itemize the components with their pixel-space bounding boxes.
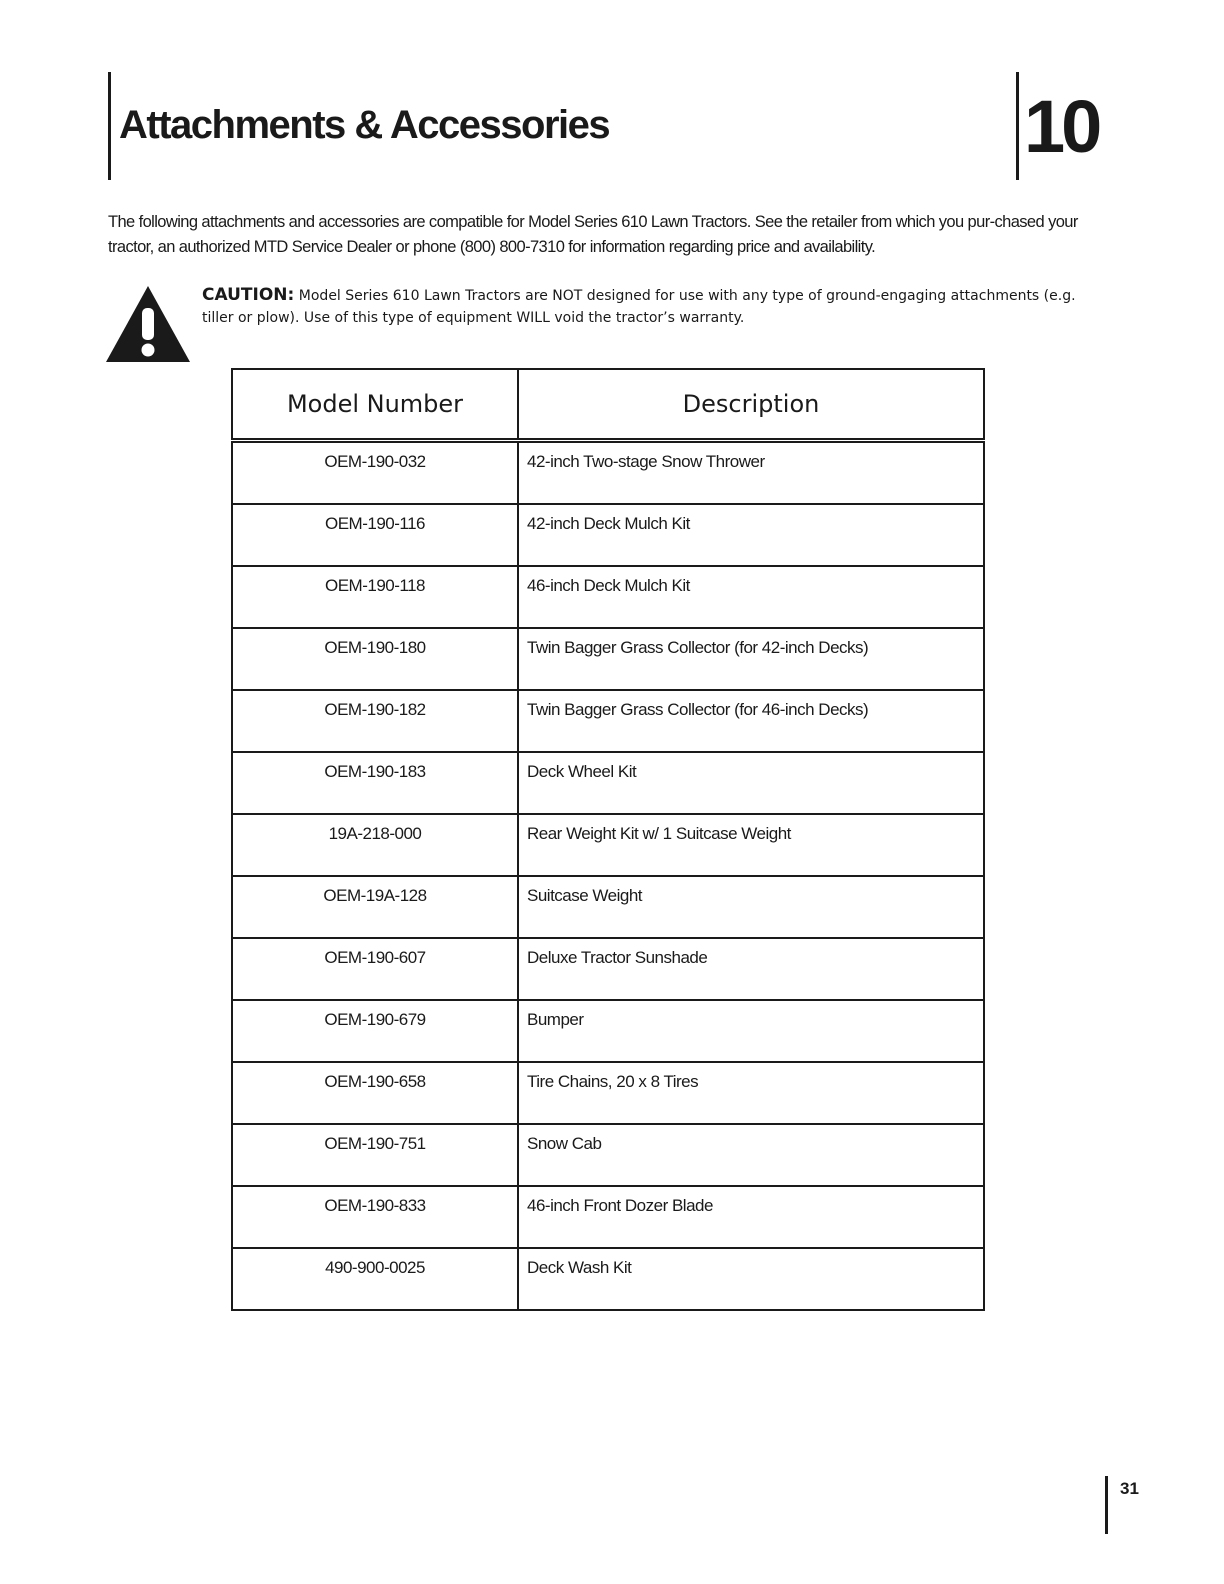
chapter-divider [1016,72,1019,180]
model-number-cell: OEM-190-116 [232,504,518,566]
table-row [232,1248,984,1310]
table-row [232,938,984,1000]
description-cell: 46-inch Deck Mulch Kit [518,566,984,628]
table-row [232,441,984,505]
model-number-cell: OEM-190-183 [232,752,518,814]
description-cell: Deluxe Tractor Sunshade [518,938,984,1000]
accessories-table [231,368,985,1311]
description-cell: Tire Chains, 20 x 8 Tires [518,1062,984,1124]
description-cell: Rear Weight Kit w/ 1 Suitcase Weight [518,814,984,876]
description-cell: Twin Bagger Grass Collector (for 42-inch Decks) [518,628,984,690]
model-number-cell: OEM-190-607 [232,938,518,1000]
description-cell: Suitcase Weight [518,876,984,938]
page-title: Attachments & Accessories [119,103,610,147]
table-row [232,1062,984,1124]
table-row [232,752,984,814]
model-number-cell: OEM-190-833 [232,1186,518,1248]
table-row [232,1186,984,1248]
page-number-divider [1105,1476,1108,1534]
description-cell: Twin Bagger Grass Collector (for 46-inch Decks) [518,690,984,752]
description-cell: Snow Cab [518,1124,984,1186]
table-row [232,814,984,876]
caution-label: CAUTION: [202,285,295,305]
description-cell: 46-inch Front Dozer Blade [518,1186,984,1248]
table-header-row [232,369,984,441]
title-divider [108,72,111,180]
model-number-cell: OEM-19A-128 [232,876,518,938]
intro-paragraph: The following attachments and accessories are compatible for Model Series 610 Lawn Tractors. See the retailer from which you pur-chased your tractor, an authorized MTD Service Dealer or phone (800) 800-7310 for information regarding price and availability. [108,213,1078,256]
table-row [232,1124,984,1186]
header-description: Description [518,369,984,441]
model-number-cell: OEM-190-751 [232,1124,518,1186]
table-row [232,566,984,628]
description-cell: Deck Wheel Kit [518,752,984,814]
chapter-number: 10 [1024,85,1099,168]
table-row [232,690,984,752]
caution-notice [202,284,1102,329]
model-number-cell: OEM-190-032 [232,441,518,505]
model-number-cell: OEM-190-182 [232,690,518,752]
table-row [232,504,984,566]
warning-triangle-icon [104,284,192,364]
model-number-cell: OEM-190-180 [232,628,518,690]
model-number-cell: 490-900-0025 [232,1248,518,1310]
table-row [232,876,984,938]
model-number-cell: OEM-190-679 [232,1000,518,1062]
description-cell: Deck Wash Kit [518,1248,984,1310]
page-number: 31 [1120,1479,1139,1498]
description-cell: Bumper [518,1000,984,1062]
table-row [232,1000,984,1062]
description-cell: 42-inch Two-stage Snow Thrower [518,441,984,505]
model-number-cell: 19A-218-000 [232,814,518,876]
model-number-cell: OEM-190-118 [232,566,518,628]
table-row [232,628,984,690]
caution-text: Model Series 610 Lawn Tractors are NOT designed for use with any type of ground-engaging attachments (e.g. tiller or plow). Use of this type of equipment WILL void the tractor’s warranty. [202,288,1076,326]
model-number-cell: OEM-190-658 [232,1062,518,1124]
description-cell: 42-inch Deck Mulch Kit [518,504,984,566]
header-model-number: Model Number [232,369,518,441]
